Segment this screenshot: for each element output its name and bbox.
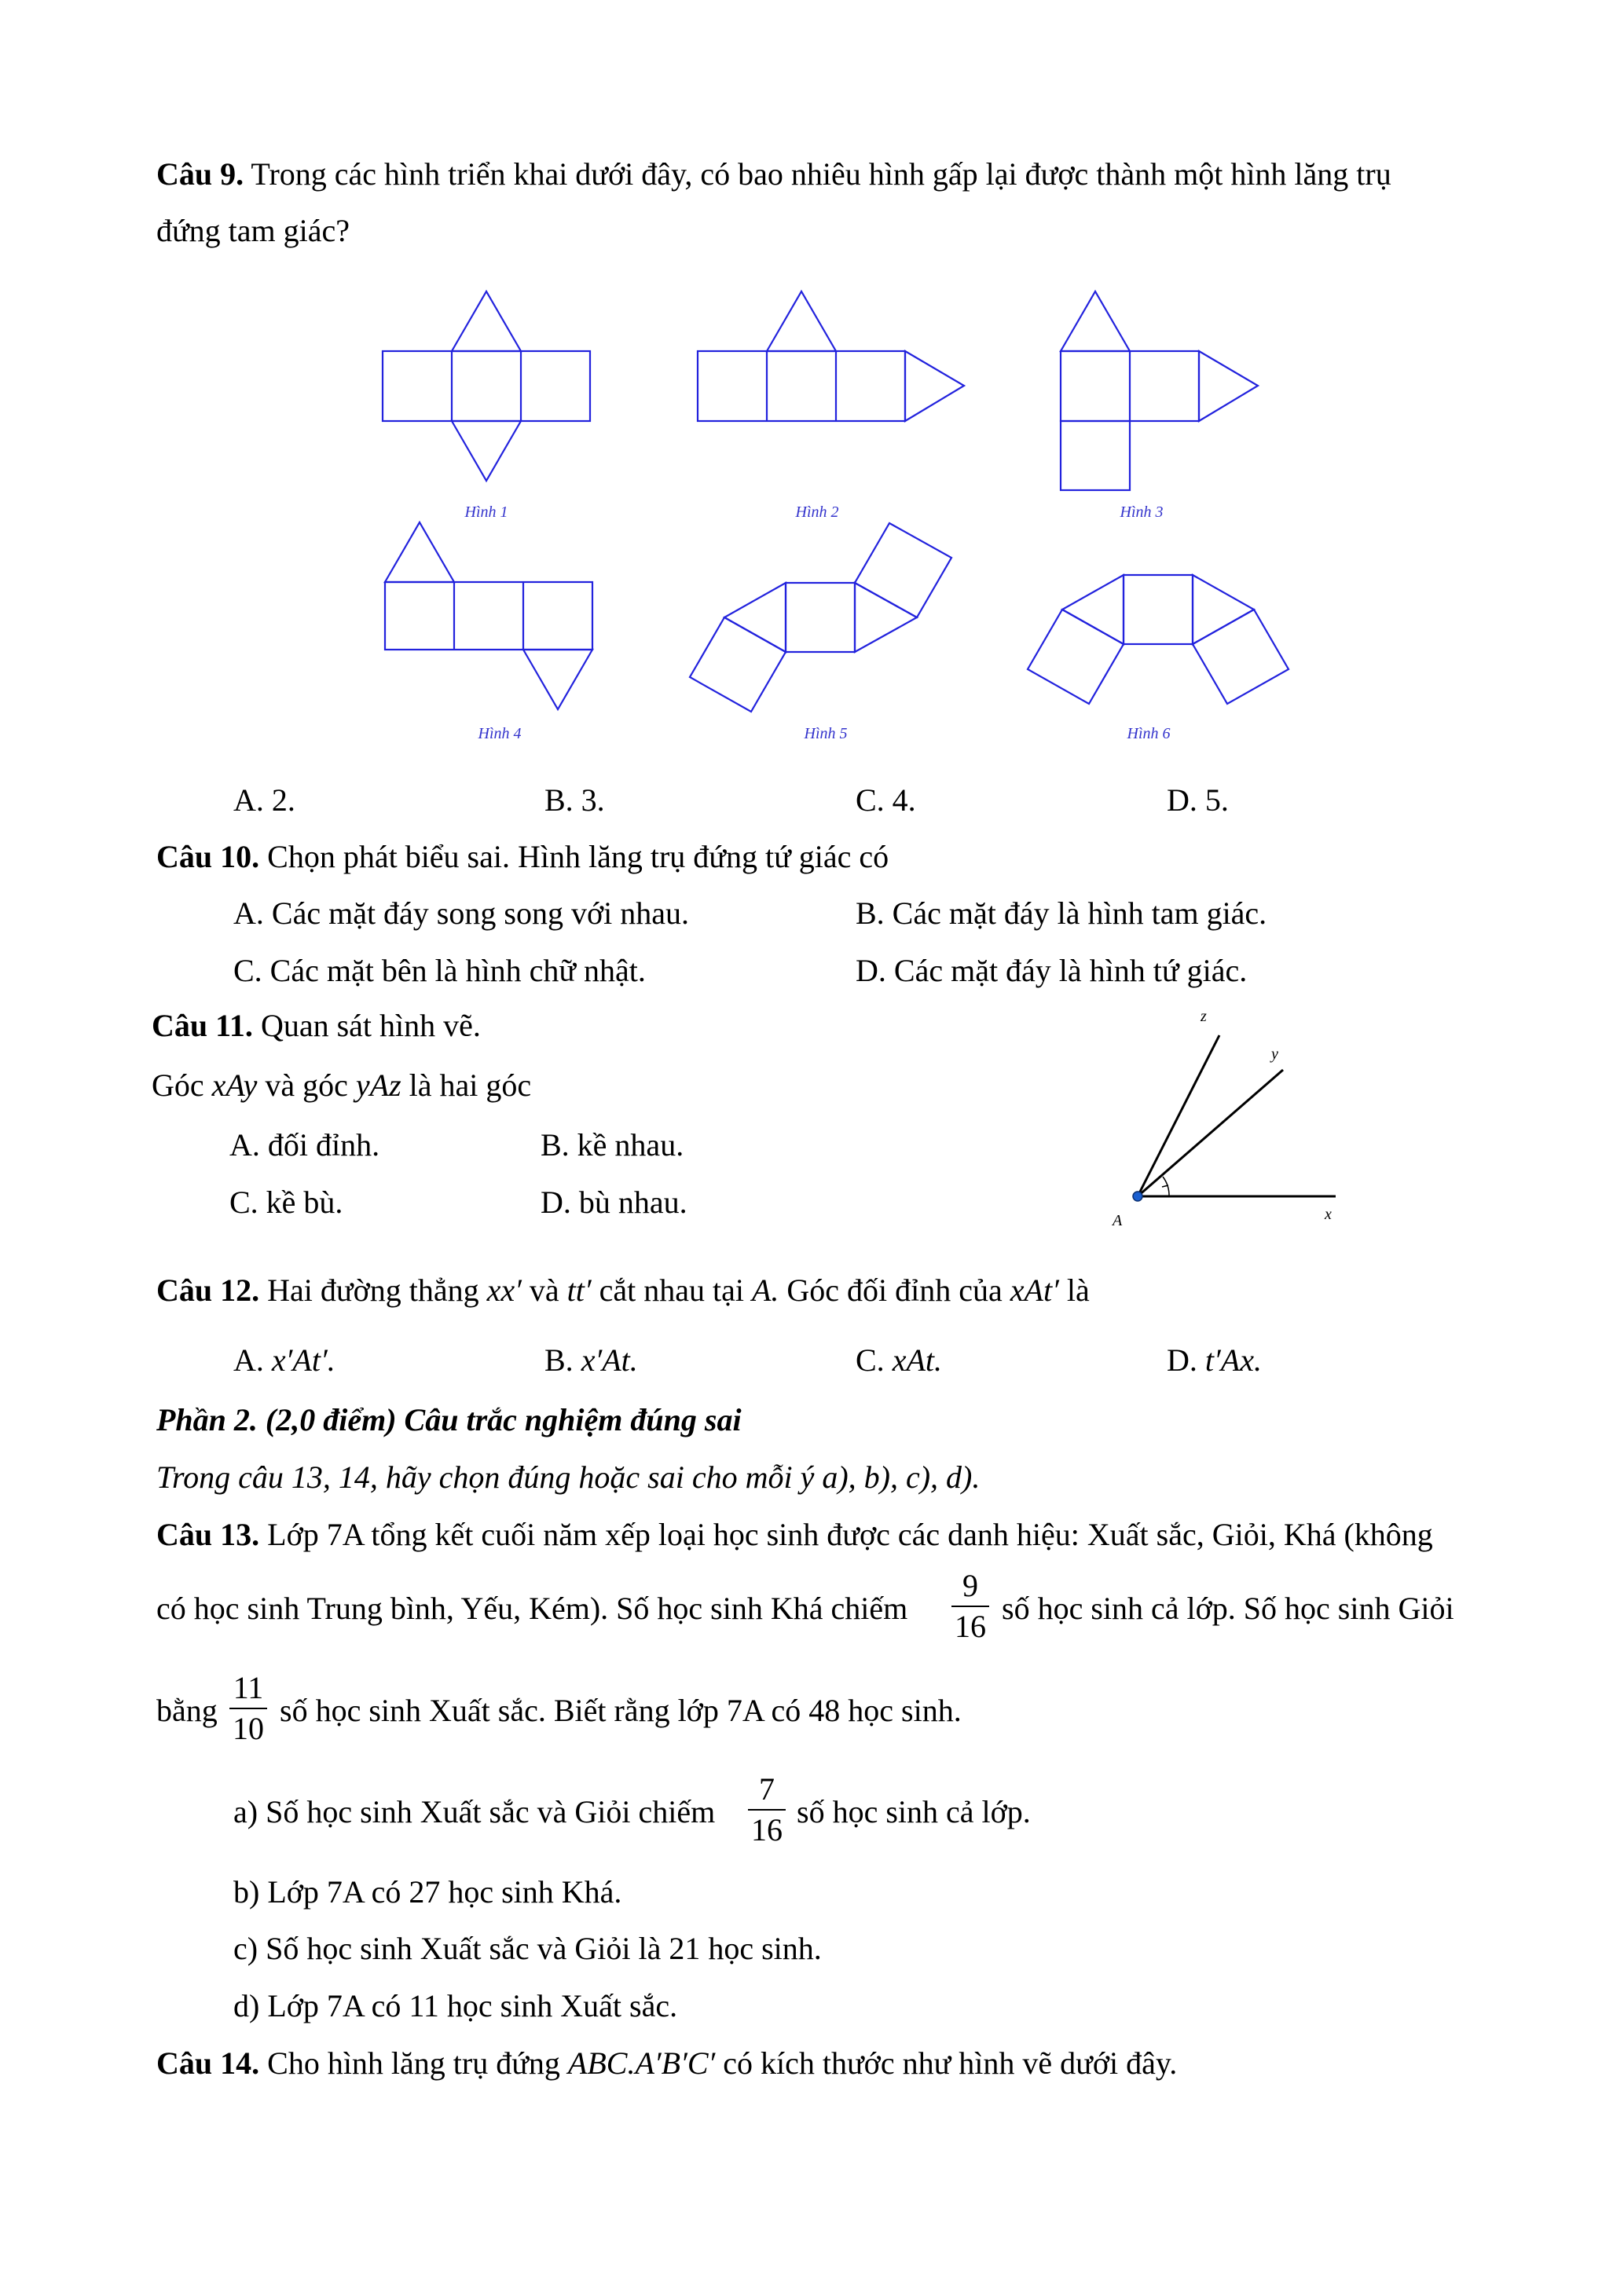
q10-option-b[interactable]: B. Các mặt đáy là hình tam giác. — [856, 895, 1267, 931]
q14-t1: Cho hình lăng trụ đứng — [259, 2045, 568, 2081]
q13-line3b: số học sinh Xuất sắc. Biết rằng lớp 7A có 48 học sinh. — [280, 1693, 962, 1728]
q14-label: Câu 14. — [156, 2045, 260, 2081]
q12-t5: là — [1066, 1273, 1090, 1308]
q14-t2: có kích thước như hình vẽ dưới đây. — [723, 2045, 1178, 2081]
q12-option-c-math: xAt. — [892, 1342, 942, 1378]
q12-m2: tt′ — [566, 1273, 592, 1308]
caption-hinh-2: Hình 2 — [795, 504, 839, 521]
net-2 — [698, 291, 964, 421]
q11-label: Câu 11. — [152, 1008, 253, 1043]
q13-line1 — [156, 1519, 1433, 1551]
q11-option-d[interactable]: D. bù nhau. — [541, 1185, 687, 1220]
net-6 — [1028, 575, 1289, 704]
q10-option-a[interactable]: A. Các mặt đáy song song với nhau. — [233, 895, 689, 931]
q13-item-c: c) Số học sinh Xuất sắc và Giỏi là 21 học sinh. — [233, 1931, 822, 1966]
q9-text2: đứng tam giác? — [156, 213, 350, 248]
q12-option-b-letter: B. — [544, 1342, 581, 1378]
q9-option-d[interactable]: D. 5. — [1167, 782, 1229, 818]
q9-text1: Trong các hình triển khai dưới đây, có bao nhiêu hình gấp lại được thành một hình lăng trụ — [244, 156, 1391, 192]
q12-option-d[interactable] — [1167, 1342, 1262, 1378]
q10-text: Chọn phát biểu sai. Hình lăng trụ đứng tứ giác có — [259, 839, 889, 874]
q11-option-c[interactable]: C. kề bù. — [229, 1185, 343, 1220]
q12-t3: cắt nhau tại — [599, 1273, 752, 1308]
q12-t2: và — [529, 1273, 567, 1308]
q12-label: Câu 12. — [156, 1273, 260, 1308]
q12-t4: Góc đối đỉnh của — [779, 1273, 1010, 1308]
q11-line2-a: Góc — [152, 1067, 212, 1103]
label-y: y — [1271, 1045, 1278, 1063]
part2-instruction: Trong câu 13, 14, hãy chọn đúng hoặc sai cho mỗi ý a), b), c), d). — [156, 1459, 981, 1495]
q12-option-c[interactable] — [856, 1342, 942, 1378]
fraction-9-16 — [947, 1568, 994, 1645]
caption-hinh-6: Hình 6 — [1127, 725, 1171, 742]
q10-option-d[interactable]: D. Các mặt đáy là hình tứ giác. — [856, 953, 1248, 988]
fraction-7-16 — [743, 1771, 790, 1848]
ray-az — [1138, 1035, 1219, 1196]
q12-option-c-letter: C. — [856, 1342, 893, 1378]
fraction-9-16-num: 9 — [962, 1568, 978, 1603]
fraction-11-10-num: 11 — [233, 1670, 264, 1705]
label-x: x — [1325, 1206, 1332, 1223]
q14-question — [156, 2045, 1178, 2081]
q12-m1: xx′ — [486, 1273, 522, 1308]
q13-line2b: số học sinh cả lớp. Số học sinh Giỏi — [1002, 1591, 1454, 1626]
fraction-7-16-num: 7 — [759, 1771, 775, 1807]
q11-line2-b: và góc — [257, 1067, 356, 1103]
net-3 — [1061, 291, 1258, 490]
q13-item-d: d) Lớp 7A có 11 học sinh Xuất sắc. — [233, 1988, 678, 2023]
label-z: z — [1201, 1008, 1207, 1025]
q13-line1-text: Lớp 7A tổng kết cuối năm xếp loại học sinh được các danh hiệu: Xuất sắc, Giỏi, Khá (không — [259, 1517, 1433, 1552]
q12-option-d-math: t′Ax. — [1204, 1342, 1262, 1378]
angle-yAz: yAz — [355, 1067, 401, 1103]
net-1 — [383, 291, 590, 481]
q12-m3: A. — [751, 1273, 779, 1308]
q9-option-a[interactable]: A. 2. — [233, 782, 295, 818]
q12-option-d-letter: D. — [1167, 1342, 1205, 1378]
q12-option-a-letter: A. — [233, 1342, 272, 1378]
fraction-11-10 — [225, 1670, 272, 1747]
caption-hinh-3: Hình 3 — [1120, 504, 1164, 521]
q13-item-a1: a) Số học sinh Xuất sắc và Giỏi chiếm — [233, 1794, 716, 1829]
q12-option-b-math: x′At. — [581, 1342, 638, 1378]
q10-option-c[interactable]: C. Các mặt bên là hình chữ nhật. — [233, 953, 646, 988]
point-A — [1133, 1192, 1142, 1201]
q12-question — [156, 1275, 1090, 1306]
q11-angle-figure — [1100, 1005, 1367, 1241]
part2-title: Phần 2. (2,0 điểm) Câu trắc nghiệm đúng sai — [156, 1402, 742, 1437]
label-A: A — [1113, 1212, 1123, 1229]
net-4 — [385, 522, 592, 709]
q13-item-b: b) Lớp 7A có 27 học sinh Khá. — [233, 1874, 622, 1910]
q11-line2 — [152, 1067, 532, 1103]
q11-option-b[interactable]: B. kề nhau. — [541, 1127, 684, 1163]
fraction-7-16-den: 16 — [751, 1812, 783, 1847]
q11-question — [152, 1010, 481, 1042]
q9-label: Câu 9. — [156, 156, 244, 192]
ray-ay — [1138, 1070, 1283, 1196]
q10-question — [156, 841, 889, 873]
net-5 — [690, 523, 951, 712]
q13-line3a: bằng — [156, 1693, 218, 1728]
q12-option-a-math: x′At′. — [271, 1342, 335, 1378]
fraction-11-10-den: 10 — [233, 1711, 264, 1746]
q13-item-a2: số học sinh cả lớp. — [797, 1794, 1031, 1829]
q9-option-b[interactable]: B. 3. — [544, 782, 605, 818]
caption-hinh-5: Hình 5 — [804, 725, 848, 742]
caption-hinh-1: Hình 1 — [464, 504, 508, 521]
q13-line2a: có học sinh Trung bình, Yếu, Kém). Số học sinh Khá chiếm — [156, 1591, 908, 1626]
q14-m1: ABC.A′B′C′ — [567, 2045, 716, 2081]
q10-label: Câu 10. — [156, 839, 260, 874]
q12-option-a[interactable] — [233, 1342, 335, 1378]
q11-option-a[interactable]: A. đối đỉnh. — [229, 1127, 380, 1163]
q11-text: Quan sát hình vẽ. — [252, 1008, 481, 1043]
q13-label: Câu 13. — [156, 1517, 260, 1552]
q12-option-b[interactable] — [544, 1342, 638, 1378]
q9-option-c[interactable]: C. 4. — [856, 782, 916, 818]
angle-xAy: xAy — [211, 1067, 258, 1103]
caption-hinh-4: Hình 4 — [478, 725, 522, 742]
q12-t1: Hai đường thẳng — [259, 1273, 487, 1308]
q9-nets-figure — [0, 0, 1624, 785]
q11-line2-c: là hai góc — [401, 1067, 532, 1103]
q12-m4: xAt′ — [1010, 1273, 1059, 1308]
fraction-9-16-den: 16 — [955, 1609, 986, 1644]
